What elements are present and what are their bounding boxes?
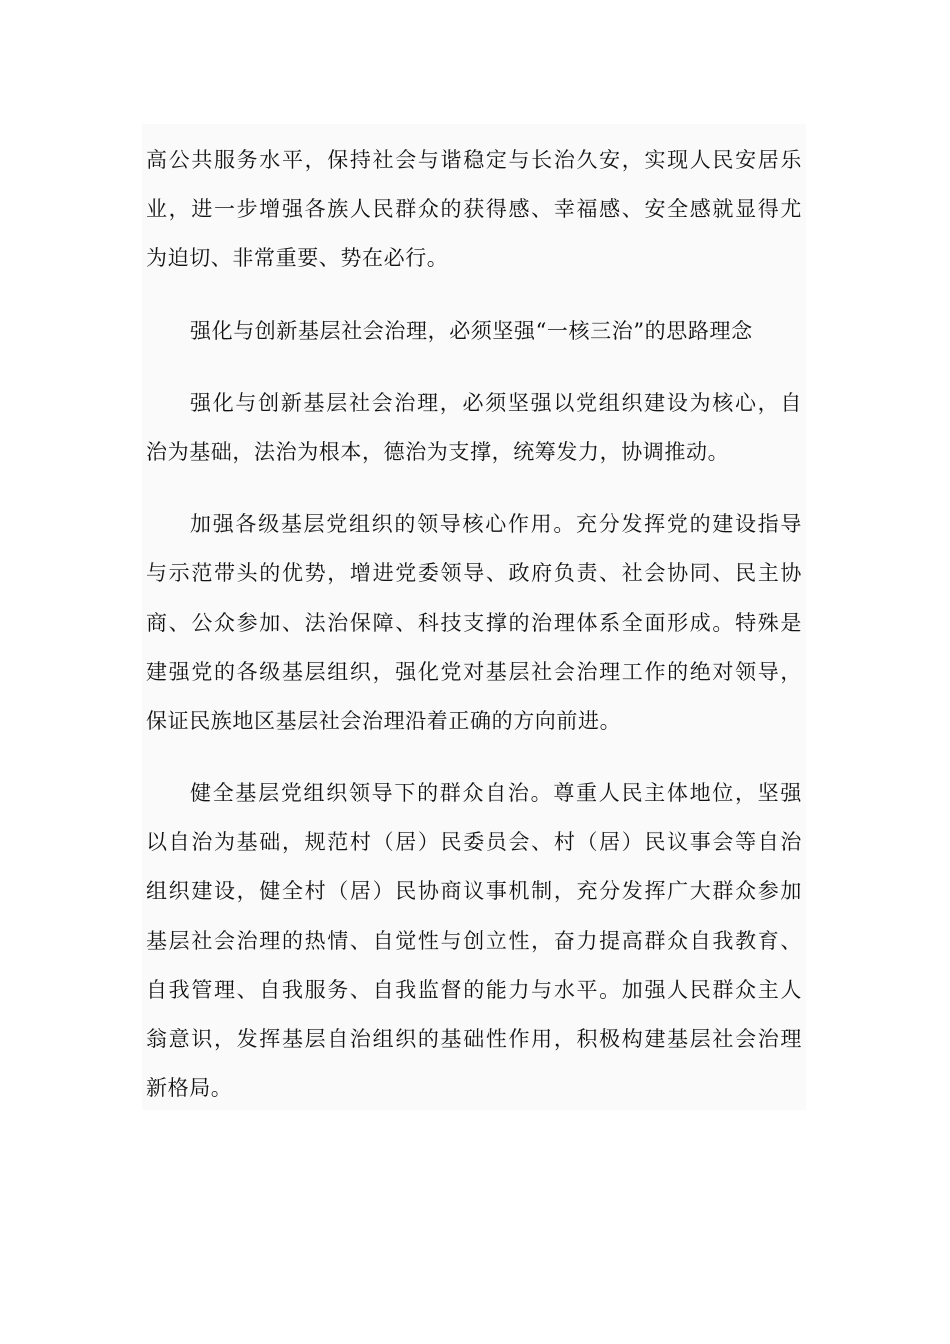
paragraph-5-line-6: 翁意识，发挥基层自治组织的基础性作用，积极构建基层社会治理 xyxy=(146,1027,802,1051)
text-block xyxy=(142,124,806,1110)
paragraph-5-line-2: 以自治为基础，规范村（居）民委员会、村（居）民议事会等自治 xyxy=(146,830,802,855)
body-text xyxy=(146,136,802,1113)
paragraph-spacer xyxy=(146,284,802,307)
paragraph-5-line-7: 新格局。 xyxy=(146,1076,233,1101)
paragraph-4-line-3: 商、公众参加、法治保障、科技支撑的治理体系全面形成。特殊是 xyxy=(146,610,802,635)
paragraph-4-line-4: 建强党的各级基层组织，强化党对基层社会治理工作的绝对领导， xyxy=(146,659,802,684)
paragraph-spacer xyxy=(146,477,802,500)
paragraph-5-line-5: 自我管理、自我服务、自我监督的能力与水平。加强人民群众主人 xyxy=(146,977,802,1002)
paragraph-spacer xyxy=(146,746,802,769)
paragraph-5-line-4: 基层社会治理的热情、自觉性与创立性，奋力提高群众自我教育、 xyxy=(146,928,802,953)
paragraph-3-line-2: 治为基础，法治为根本，德治为支撑，统筹发力，协调推动。 xyxy=(146,439,730,464)
paragraph-4-line-2: 与示范带头的优势，增进党委领导、政府负责、社会协同、民主协 xyxy=(146,561,802,586)
paragraph-1-line-3: 为迫切、非常重要、势在必行。 xyxy=(146,246,449,271)
paragraph-4-line-5: 保证民族地区基层社会治理沿着正确的方向前进。 xyxy=(146,708,622,733)
paragraph-3-line-1: 强化与创新基层社会治理，必须坚强以党组织建设为核心，自 xyxy=(190,390,802,415)
paragraph-5-line-1: 健全基层党组织领导下的群众自治。尊重人民主体地位，坚强 xyxy=(190,781,802,806)
paragraph-1-line-1: 高公共服务水平，保持社会与谐稳定与长治久安，实现人民安居乐 xyxy=(146,148,802,172)
paragraph-1-line-2: 业，进一步增强各族人民群众的获得感、幸福感、安全感就显得尤 xyxy=(146,197,802,222)
paragraph-spacer xyxy=(146,356,802,379)
section-heading: 强化与创新基层社会治理，必须坚强“一核三治”的思路理念 xyxy=(190,318,753,343)
paragraph-5-line-3: 组织建设，健全村（居）民协商议事机制，充分发挥广大群众参加 xyxy=(146,879,802,904)
paragraph-4-line-1: 加强各级基层党组织的领导核心作用。充分发挥党的建设指导 xyxy=(190,512,802,537)
